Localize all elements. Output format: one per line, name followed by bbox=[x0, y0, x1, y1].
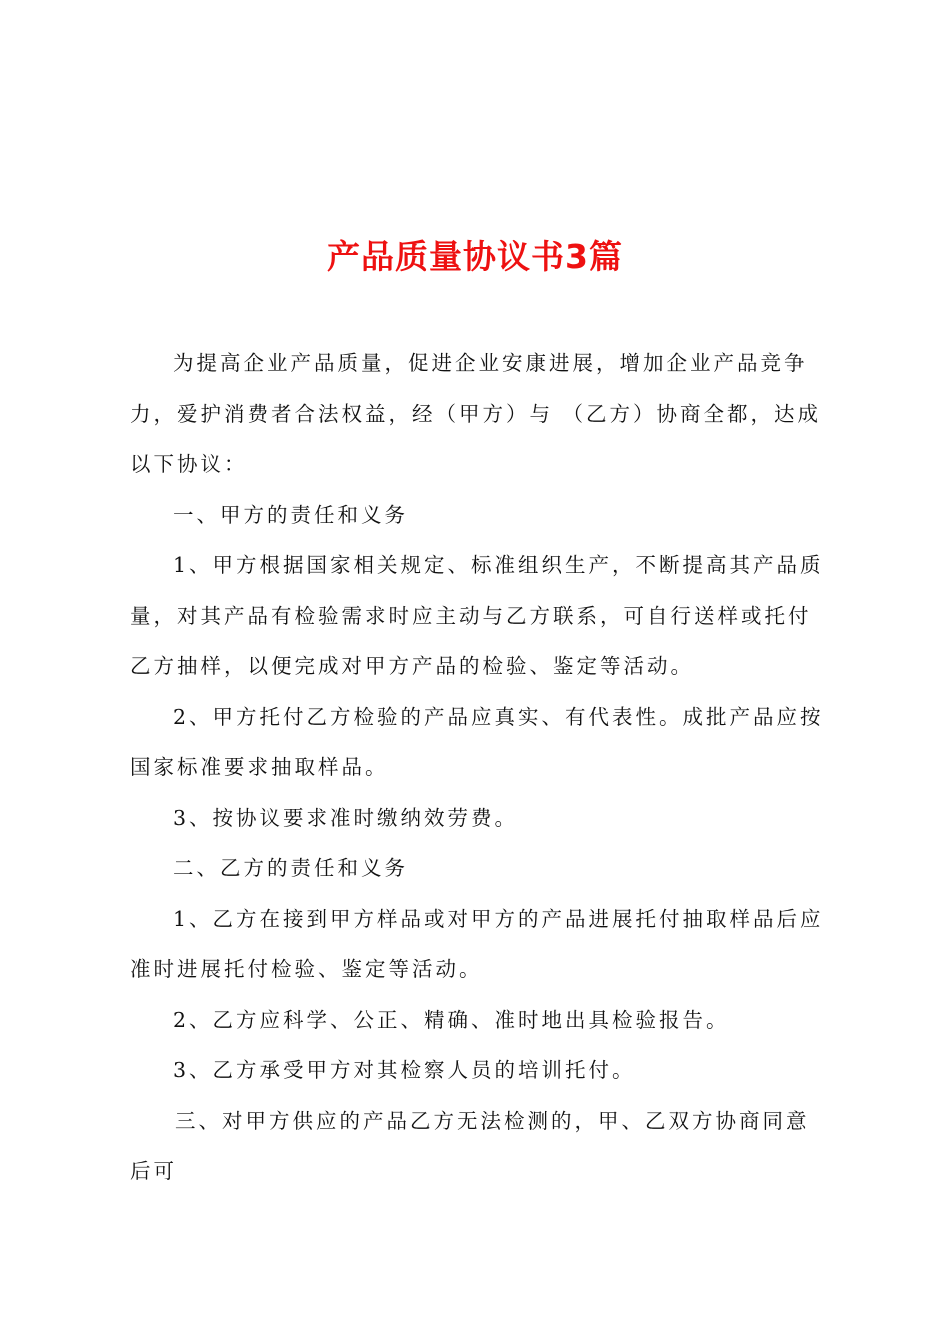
paragraph-intro: 为提高企业产品质量，促进企业安康进展，增加企业产品竞争力，爱护消费者合法权益，经（甲方）与 （乙方）协商全都，达成以下协议： bbox=[130, 351, 822, 476]
paragraph-party-a-item-1: 1、甲方根据国家相关规定、标准组织生产，不断提高其产品质量，对其产品有检验需求时应主动与乙方联系，可自行送样或托付乙方抽样，以便完成对甲方产品的检验、鉴定等活动。 bbox=[130, 553, 824, 678]
document-title: 产品质量协议书3篇 bbox=[327, 237, 623, 277]
section-heading-three: 三、对甲方供应的产品乙方无法检测的，甲、乙双方协商同意后可 bbox=[130, 1108, 810, 1183]
section-heading-party-a: 一、甲方的责任和义务 bbox=[173, 502, 408, 527]
paragraph-party-b-item-1: 1、乙方在接到甲方样品或对甲方的产品进展托付抽取样品后应准时进展托付检验、鉴定等活动。 bbox=[130, 906, 824, 981]
paragraph-party-b-item-2: 2、乙方应科学、公正、精确、准时地出具检验报告。 bbox=[173, 1007, 730, 1032]
paragraph-party-a-item-2: 2、甲方托付乙方检验的产品应真实、有代表性。成批产品应按国家标准要求抽取样品。 bbox=[130, 704, 824, 779]
section-heading-party-b: 二、乙方的责任和义务 bbox=[173, 856, 408, 880]
paragraph-party-a-item-3: 3、按协议要求准时缴纳效劳费。 bbox=[173, 805, 519, 830]
document-body bbox=[130, 338, 830, 1197]
paragraph-party-b-item-3: 3、乙方承受甲方对其检察人员的培训托付。 bbox=[173, 1058, 636, 1082]
